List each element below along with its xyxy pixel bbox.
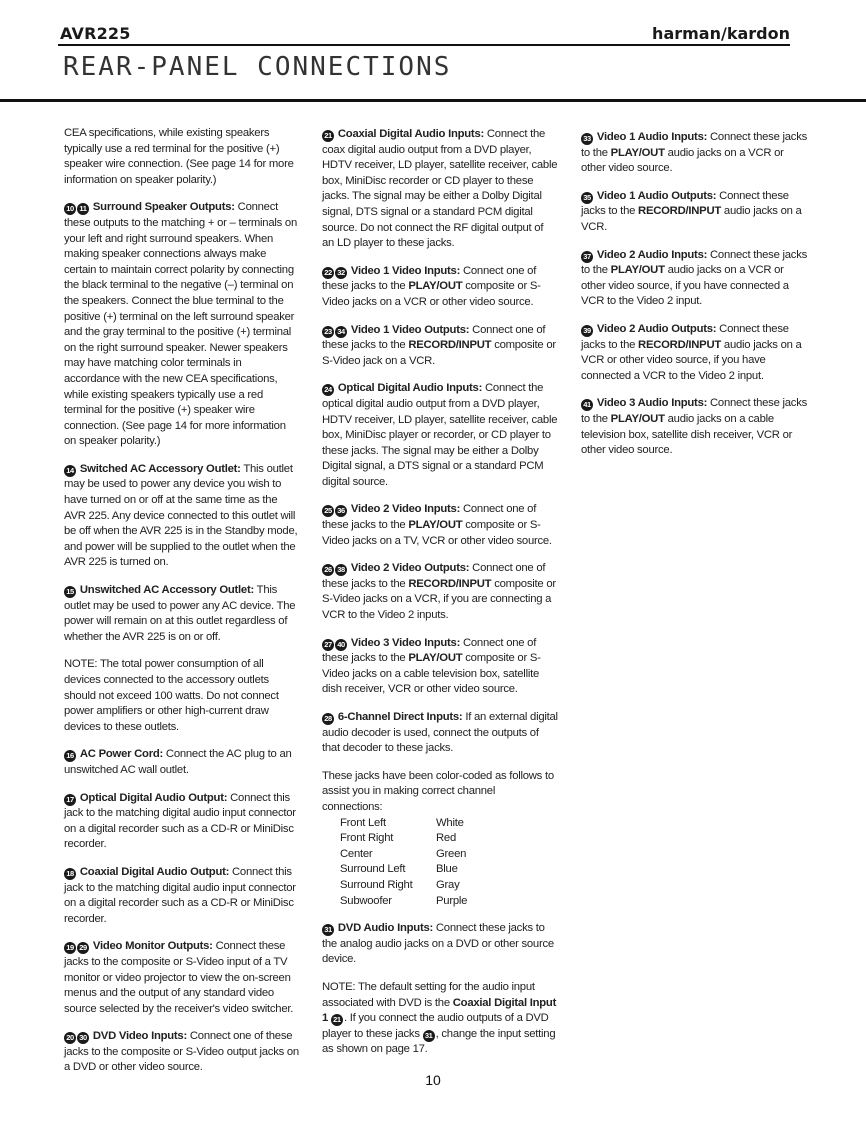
channel-name: Front Left bbox=[340, 816, 386, 829]
callout-number-icon: 23 bbox=[322, 326, 334, 338]
six-channel-heading: 6-Channel Direct Inputs: bbox=[337, 711, 463, 723]
page-title: REAR-PANEL CONNECTIONS bbox=[63, 52, 452, 82]
table-row bbox=[340, 894, 467, 910]
video2-audio-outputs-text-post: audio jacks on a VCR or other video source, if you have connected a VCR to the Video 2 input. bbox=[581, 338, 802, 382]
channel-color: Blue bbox=[436, 863, 458, 876]
channel-color: White bbox=[436, 816, 464, 829]
channel-name: Front Right bbox=[340, 832, 394, 845]
channel-name: Subwoofer bbox=[340, 894, 392, 907]
note-text-post: , change the input setting as shown on page 17. bbox=[322, 1027, 556, 1056]
video1-video-inputs-paragraph bbox=[322, 264, 558, 311]
coax-output-paragraph bbox=[64, 865, 300, 927]
channel-color: Red bbox=[436, 832, 456, 845]
video2-video-inputs-text-pre: Connect one of these jacks to the bbox=[322, 503, 537, 532]
callout-number-icon: 24 bbox=[322, 384, 334, 396]
video1-audio-outputs-text-post: audio jacks on a VCR. bbox=[581, 205, 802, 233]
channel-name: Surround Left bbox=[340, 863, 406, 876]
color-code-table bbox=[340, 816, 467, 910]
callout-number-icon: 25 bbox=[322, 505, 334, 517]
surround-outputs-paragraph bbox=[64, 200, 300, 450]
channel-color: Gray bbox=[436, 878, 460, 891]
jack-name: RECORD/INPUT bbox=[638, 205, 722, 218]
unswitched-outlet-paragraph bbox=[64, 583, 300, 645]
note-label: NOTE: bbox=[322, 980, 356, 993]
note-text-pre: The default setting for the audio input associated with DVD is the bbox=[322, 980, 535, 1009]
video1-audio-inputs-paragraph bbox=[581, 130, 809, 177]
model-name: AVR225 bbox=[60, 24, 131, 43]
video2-audio-outputs-text-pre: Connect these jacks to the bbox=[581, 322, 789, 351]
video1-video-inputs-text-pre: Connect one of these jacks to the bbox=[322, 264, 537, 293]
channel-name: Surround Right bbox=[340, 878, 413, 891]
video1-video-inputs-heading: Video 1 Video Inputs: bbox=[350, 264, 461, 277]
switched-outlet-heading: Switched AC Accessory Outlet: bbox=[79, 462, 241, 475]
callout-number-icon: 28 bbox=[322, 713, 334, 725]
callout-number-icon: 35 bbox=[581, 192, 593, 204]
coax-output-heading: Coaxial Digital Audio Output: bbox=[79, 865, 230, 878]
dvd-audio-text: Connect these jacks to the analog audio jacks on a DVD or other source device. bbox=[322, 922, 554, 966]
note-label: NOTE: bbox=[64, 658, 98, 671]
callout-number-icon: 19 bbox=[64, 942, 76, 954]
callout-number-icon: 37 bbox=[581, 251, 593, 263]
dvd-video-heading: DVD Video Inputs: bbox=[92, 1030, 187, 1043]
ac-cord-text: Connect the AC plug to an unswitched AC wall outlet. bbox=[64, 748, 292, 776]
power-note-paragraph bbox=[64, 657, 300, 735]
video2-video-inputs-paragraph bbox=[322, 502, 558, 549]
callout-number-icon: 11 bbox=[77, 203, 89, 215]
channel-color: Purple bbox=[436, 894, 468, 907]
video2-audio-inputs-text-post: audio jacks on a VCR or other video source, if you have connected a VCR to the Video 2 input. bbox=[581, 264, 789, 308]
unswitched-outlet-text: This outlet may be used to power any AC device. The power will remain on at this outlet regardless of whether the AVR 225 is on or off. bbox=[64, 584, 296, 643]
monitor-outputs-text: Connect these jacks to the composite or S-Video input of a TV monitor or video projector to view the on-screen menus and the output of any standard video source selected by the receiver's video switcher. bbox=[64, 940, 294, 1015]
video1-video-outputs-heading: Video 1 Video Outputs: bbox=[350, 323, 470, 336]
surround-outputs-text: Connect these outputs to the matching + or – terminals on your left and right surround speakers. When making speaker connections always make certain to maintain correct polarity by connecting the black terminal to the negative (–) terminal on the speakers. Connect the blue terminal to the positive (+) terminal on the left surround speaker and the gray terminal to the positive (+) terminal on the right surround speaker. Newer speakers may have matching color terminals in accordance with the new CEA specifications, while existing speakers typically use a red terminal for the positive (+) speaker wire connection. (See page 14 for more information on speaker polarity.) bbox=[64, 201, 297, 448]
jack-name: PLAY/OUT bbox=[610, 412, 665, 425]
video2-video-outputs-text-pre: Connect one of these jacks to the bbox=[322, 562, 546, 590]
optical-inputs-text: Connect the optical digital audio output from a DVD player, HDTV receiver, LD player, satellite receiver, cable box, MiniDisc player or recorder, or CD player to these jacks. The signal may be either a Dolby Digital signal, a DTS signal or a standard PCM digital source. bbox=[322, 382, 558, 488]
callout-number-icon: 34 bbox=[335, 326, 347, 338]
video3-audio-inputs-text-pre: Connect these jacks to the bbox=[581, 397, 807, 425]
header-rule bbox=[58, 44, 790, 46]
jack-name: PLAY/OUT bbox=[408, 280, 463, 293]
video1-audio-inputs-heading: Video 1 Audio Inputs: bbox=[596, 131, 708, 143]
monitor-outputs-paragraph bbox=[64, 939, 300, 1017]
input-name: Coaxial Digital Input 1 bbox=[322, 996, 557, 1025]
video2-video-outputs-text-post: composite or S-Video jacks on a VCR, if you are connecting a VCR to the Video 2 inputs. bbox=[322, 577, 556, 622]
callout-number-icon: 29 bbox=[77, 942, 89, 954]
callout-number-icon: 21 bbox=[322, 130, 334, 142]
brand-logo: harman/kardon bbox=[652, 24, 790, 43]
callout-number-icon: 14 bbox=[64, 465, 76, 477]
video2-video-outputs-heading: Video 2 Video Outputs: bbox=[350, 562, 470, 575]
optical-inputs-heading: Optical Digital Audio Inputs: bbox=[337, 382, 483, 395]
dvd-video-paragraph bbox=[64, 1029, 300, 1076]
callout-number-icon: 30 bbox=[77, 1032, 89, 1044]
table-row bbox=[340, 816, 467, 832]
callout-number-icon: 17 bbox=[64, 794, 76, 806]
video3-video-inputs-text-pre: Connect one of these jacks to the bbox=[322, 636, 537, 665]
video1-video-outputs-text-pre: Connect one of these jacks to the bbox=[322, 323, 546, 352]
video3-audio-inputs-heading: Video 3 Audio Inputs: bbox=[596, 397, 708, 410]
six-channel-text: If an external digital audio decoder is used, connect the outputs of that decoder to these jacks. bbox=[322, 711, 558, 755]
callout-number-icon: 38 bbox=[335, 564, 347, 576]
jack-name: PLAY/OUT bbox=[610, 146, 665, 159]
table-row bbox=[340, 862, 467, 878]
title-rule bbox=[0, 99, 866, 102]
intro-paragraph: CEA specifications, while existing speakers typically use a red terminal for the positive (+) speaker wire connection. (See page 14 for more information on speaker polarity.) bbox=[64, 127, 294, 186]
ac-cord-paragraph bbox=[64, 747, 300, 778]
callout-number-icon: 22 bbox=[322, 267, 334, 279]
video2-video-outputs-paragraph bbox=[322, 561, 558, 623]
video3-video-inputs-heading: Video 3 Video Inputs: bbox=[350, 636, 461, 649]
callout-number-icon: 16 bbox=[64, 750, 76, 762]
jack-name: PLAY/OUT bbox=[610, 264, 665, 277]
column-middle bbox=[322, 127, 558, 1070]
switched-outlet-text: This outlet may be used to power any device you wish to have turned on or off at the same time as the AVR 225. Any device connected to this outlet will be off when the AVR 225 is in the Standby mode, and power will be supplied to the outlet when the AVR 225 is turned on. bbox=[64, 462, 298, 569]
optical-output-heading: Optical Digital Audio Output: bbox=[79, 791, 228, 804]
switched-outlet-paragraph bbox=[64, 462, 300, 571]
monitor-outputs-heading: Video Monitor Outputs: bbox=[92, 940, 213, 953]
page-header bbox=[0, 0, 866, 104]
color-code-intro: These jacks have been color-coded as follows to assist you in making correct channel connections: bbox=[322, 769, 554, 813]
unswitched-outlet-heading: Unswitched AC Accessory Outlet: bbox=[79, 584, 254, 597]
note-text-mid: . If you connect the audio outputs of a DVD player to these jacks bbox=[322, 1012, 549, 1040]
column-right bbox=[581, 130, 809, 471]
coax-inputs-text: Connect the coax digital audio output from a DVD player, HDTV receiver, LD player, satellite receiver, cable box, MiniDisc recorder or CD player to these jacks. The signal may be either a Dolby Digital signal, DTS signal or a standard PCM digital source. Do not connect the RF digital output of an LD player to these jacks. bbox=[322, 128, 558, 250]
table-row bbox=[340, 847, 467, 863]
video3-video-inputs-paragraph bbox=[322, 636, 558, 698]
callout-number-icon: 32 bbox=[335, 267, 347, 279]
callout-number-icon: 26 bbox=[322, 564, 334, 576]
optical-inputs-paragraph bbox=[322, 381, 558, 490]
column-left bbox=[64, 126, 300, 1088]
dvd-note-paragraph bbox=[322, 980, 558, 1058]
video1-video-inputs-text-post: composite or S-Video jacks on a VCR or other video source. bbox=[322, 280, 541, 308]
table-row bbox=[340, 831, 467, 847]
video1-video-outputs-paragraph bbox=[322, 323, 558, 370]
jack-name: RECORD/INPUT bbox=[408, 339, 492, 352]
callout-number-icon: 36 bbox=[335, 505, 347, 517]
callout-number-icon: 39 bbox=[581, 325, 593, 337]
coax-output-text: Connect this jack to the matching digital audio input connector on a digital recorder such as a CD-R or MiniDisc recorder. bbox=[64, 865, 296, 925]
video1-audio-inputs-text-post: audio jacks on a VCR or other video source. bbox=[581, 146, 784, 175]
video2-video-inputs-heading: Video 2 Video Inputs: bbox=[350, 503, 461, 516]
video1-audio-inputs-text-pre: Connect these jacks to the bbox=[581, 131, 807, 159]
video2-audio-inputs-text-pre: Connect these jacks to the bbox=[581, 248, 807, 277]
coax-inputs-paragraph bbox=[322, 127, 558, 252]
video2-audio-outputs-heading: Video 2 Audio Outputs: bbox=[596, 322, 717, 335]
video2-audio-inputs-paragraph bbox=[581, 248, 809, 310]
jack-name: PLAY/OUT bbox=[408, 652, 463, 665]
video1-audio-outputs-paragraph bbox=[581, 189, 809, 236]
video1-audio-outputs-heading: Video 1 Audio Outputs: bbox=[596, 189, 717, 202]
video3-audio-inputs-paragraph bbox=[581, 396, 809, 458]
callout-number-icon: 33 bbox=[581, 133, 593, 145]
video3-audio-inputs-text-post: audio jacks on a cable television box, satellite dish receiver, VCR or other video source. bbox=[581, 412, 793, 457]
callout-number-icon: 15 bbox=[64, 586, 76, 598]
dvd-video-text: Connect one of these jacks to the composite or S-Video output jacks on a DVD or other video source. bbox=[64, 1030, 299, 1074]
dvd-audio-heading: DVD Audio Inputs: bbox=[337, 922, 433, 935]
video2-audio-outputs-paragraph bbox=[581, 322, 809, 384]
callout-number-icon: 18 bbox=[64, 868, 76, 880]
optical-output-text: Connect this jack to the matching digital audio input connector on a digital recorder such as a CD-R or MiniDisc recorder. bbox=[64, 791, 296, 851]
callout-number-icon: 40 bbox=[335, 639, 347, 651]
channel-name: Center bbox=[340, 847, 373, 860]
ac-cord-heading: AC Power Cord: bbox=[79, 748, 164, 761]
callout-number-icon: 41 bbox=[581, 399, 593, 411]
coax-inputs-heading: Coaxial Digital Audio Inputs: bbox=[337, 128, 484, 140]
jack-name: PLAY/OUT bbox=[408, 519, 463, 532]
callout-number-icon: 20 bbox=[64, 1032, 76, 1044]
note-text: The total power consumption of all devices connected to the accessory outlets should not exceed 100 watts. Do not connect power amplifiers or other high-current draw devices to these outlets. bbox=[64, 658, 279, 733]
video1-video-outputs-text-post: composite or S-Video jack on a VCR. bbox=[322, 339, 556, 367]
channel-color: Green bbox=[436, 847, 467, 860]
video2-audio-inputs-heading: Video 2 Audio Inputs: bbox=[596, 248, 708, 261]
video1-audio-outputs-text-pre: Connect these jacks to the bbox=[581, 189, 789, 218]
callout-number-icon: 31 bbox=[322, 924, 334, 936]
jack-name: RECORD/INPUT bbox=[408, 577, 492, 590]
table-row bbox=[340, 878, 467, 894]
page-number: 10 bbox=[425, 1072, 441, 1088]
callout-number-icon: 10 bbox=[64, 203, 76, 215]
callout-number-icon: 31 bbox=[423, 1030, 435, 1042]
six-channel-paragraph bbox=[322, 710, 558, 757]
callout-number-icon: 21 bbox=[331, 1014, 343, 1026]
video3-video-inputs-text-post: composite or S-Video jacks on a cable television box, satellite dish receiver, VCR or other video source. bbox=[322, 652, 541, 696]
dvd-audio-paragraph bbox=[322, 921, 558, 968]
jack-name: RECORD/INPUT bbox=[638, 338, 722, 351]
surround-outputs-heading: Surround Speaker Outputs: bbox=[92, 201, 235, 214]
video2-video-inputs-text-post: composite or S-Video jacks on a TV, VCR or other video source. bbox=[322, 519, 552, 547]
callout-number-icon: 27 bbox=[322, 639, 334, 651]
optical-output-paragraph bbox=[64, 791, 300, 853]
